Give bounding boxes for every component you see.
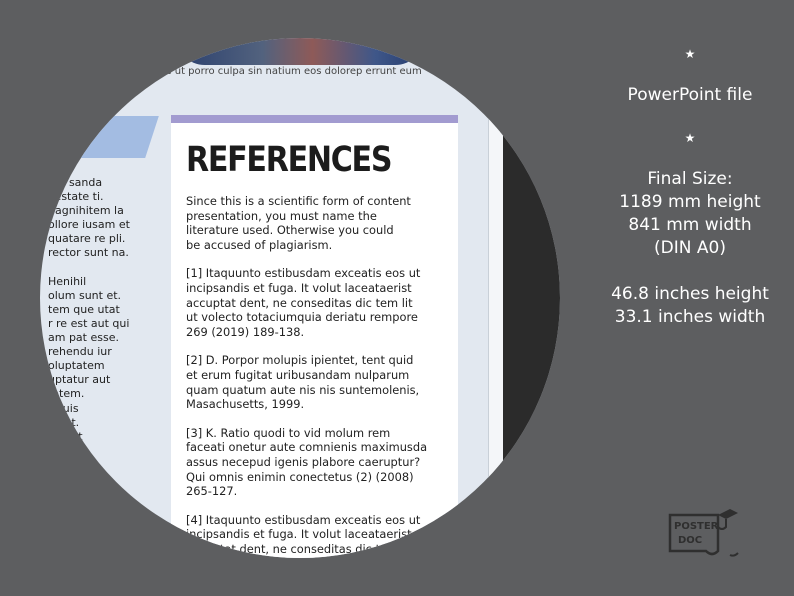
reference-4: [4] Itaquunto estibusdam exceatis eos ut incipsandis et fuga. It volut laceataerist accuptat dent, ne conseditas dic tem lit xyxy=(186,512,421,556)
left-column-line: t quis xyxy=(48,401,79,415)
file-type-label: PowerPoint file xyxy=(627,85,753,105)
left-column-line: quatare re pli. xyxy=(48,232,126,246)
magnifier-circle xyxy=(40,38,560,558)
left-column-line: sit aut xyxy=(48,429,83,443)
left-column-text xyxy=(48,176,178,458)
references-title: REFERENCES xyxy=(186,140,392,180)
left-column-line: ti est. xyxy=(48,415,80,429)
left-column-line: r re est aut qui xyxy=(48,316,130,330)
left-column-line: usti xyxy=(48,443,69,457)
left-column-line xyxy=(48,261,178,275)
left-column-line: oluptatem xyxy=(48,359,105,373)
left-column-line: tem que utat xyxy=(48,302,120,316)
reference-3: [3] K. Ratio quodi to vid molum rem faceati onetur aute comnienis maximusda assus necepud igenis plabore caeruptur? Qui omnis enimin conectetus (2) (2008) 265-127. xyxy=(186,425,428,499)
poster-doc-logo xyxy=(668,505,740,563)
height-inches: 46.8 inches height xyxy=(611,284,769,304)
star-icon: ★ xyxy=(684,47,696,61)
left-column-line: rehendu iur xyxy=(48,345,112,359)
poster-view xyxy=(40,38,560,558)
graduation-cap-icon xyxy=(718,509,738,519)
final-size-label: Final Size: xyxy=(647,169,733,189)
left-column-line: ma sanda xyxy=(48,176,103,189)
din-size: (DIN A0) xyxy=(654,238,726,258)
section-tab xyxy=(40,116,159,158)
logo-line-1: POSTER xyxy=(674,521,719,532)
reference-1: [1] Itaquunto estibusdam exceatis eos ut incipsandis et fuga. It volut laceataerist accuptat dent, ne conseditas dic tem lit ut volecto totaciumquia deriatu rempore 269 (2019) 189-138. xyxy=(186,266,421,339)
width-mm: 841 mm width xyxy=(628,215,752,235)
logo-graphic xyxy=(668,505,740,563)
left-column-line: rector sunt na. xyxy=(48,246,129,260)
height-mm: 1189 mm height xyxy=(619,192,761,212)
logo-line-2: DOC xyxy=(678,535,703,546)
intro-paragraph: Since this is a scientific form of content presentation, you must name the literature used. Otherwise you could be accused of plagiarism. xyxy=(186,194,411,252)
left-column-line: i estate ti. xyxy=(48,190,104,204)
width-inches: 33.1 inches width xyxy=(614,307,766,327)
left-column-line: uptatur aut xyxy=(48,373,111,387)
header-caption: us ut porro culpa sin natium eos dolorep errunt eum xyxy=(160,66,422,77)
header-image xyxy=(175,38,425,65)
left-column-line: Henihil xyxy=(48,274,87,288)
left-column-line: nagnihitem la xyxy=(48,204,124,218)
poster-edge xyxy=(488,118,503,558)
references-body xyxy=(186,194,448,558)
star-icon: ★ xyxy=(684,131,696,145)
left-column-line: ollore iusam et xyxy=(48,218,130,232)
reference-2: [2] D. Porpor molupis ipientet, tent quid et erum fugitat uribusandam nulparum quam quatum aute nis nis suntemolenis, Masachusetts, 1999. xyxy=(186,353,420,412)
poster-shadow xyxy=(500,38,560,558)
left-column-line: tatem. xyxy=(48,387,85,401)
left-column-line: am pat esse. xyxy=(48,331,119,345)
left-column-line: olum sunt et. xyxy=(48,288,122,302)
